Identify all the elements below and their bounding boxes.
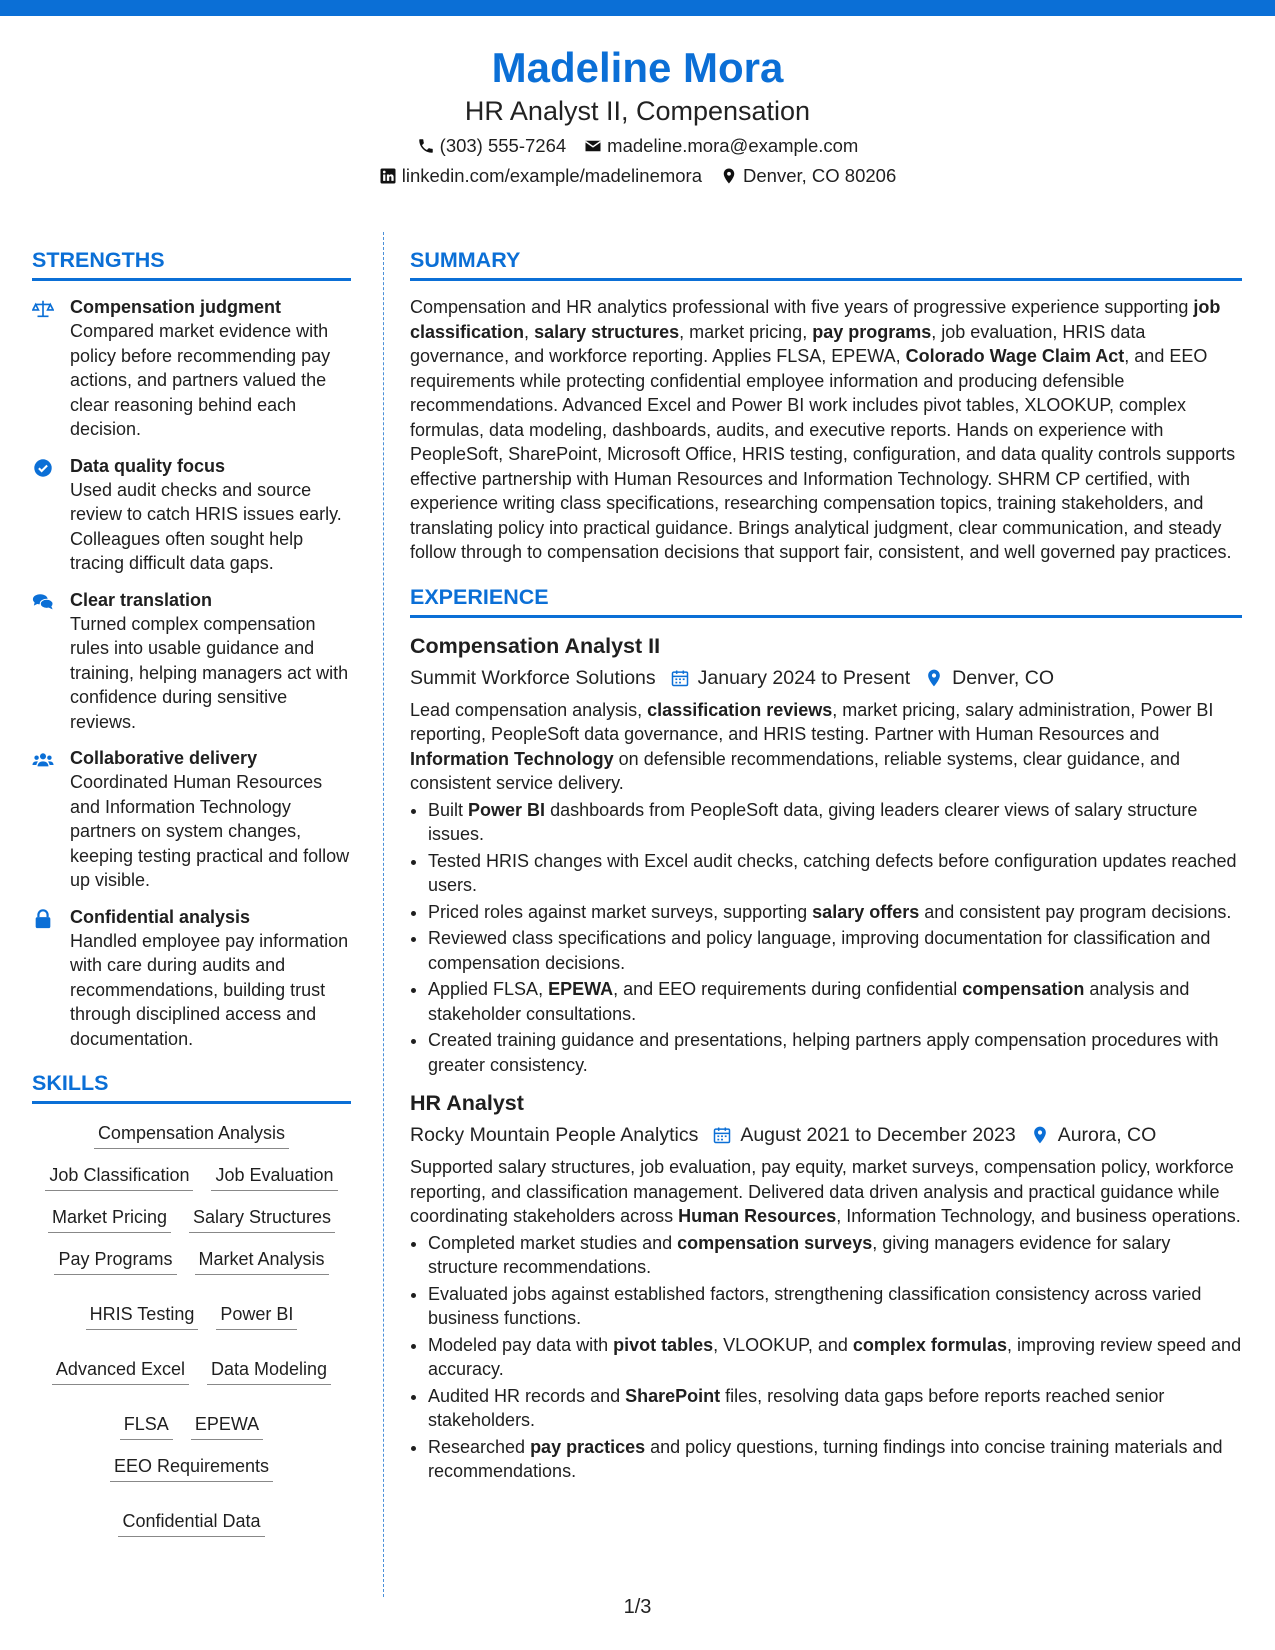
phone-text: (303) 555-7264 <box>439 135 567 156</box>
comments-icon <box>32 591 54 613</box>
bold-keyword: salary offers <box>812 901 920 922</box>
job-description: Supported salary structures, job evaluation, pay equity, market surveys, compensation policy, workforce reporting, and classification management. Delivered data driven analysis and practical guidance while coordinating stakeholders across Human Resources, Information Technology, and business operations. <box>410 1157 1241 1226</box>
skill-tag: Job Classification <box>45 1162 193 1191</box>
linkedin-text: linkedin.com/example/madelinemora <box>401 165 703 186</box>
envelope-icon <box>584 137 602 155</box>
skills-heading: SKILLS <box>32 1069 351 1104</box>
left-column <box>32 246 351 1537</box>
bold-keyword: Power BI <box>468 799 546 820</box>
skill-tag: Confidential Data <box>118 1508 264 1537</box>
linkedin-icon <box>379 167 397 185</box>
job-bullet: • Created training guidance and presentations, helping partners apply compensation procedures with greater consistency. <box>428 1028 1242 1077</box>
bold-keyword: Human Resources <box>678 1206 837 1226</box>
job-bullet: • Evaluated jobs against established factors, strengthening classification consistency across varied business functions. <box>428 1282 1242 1331</box>
bold-keyword: compensation surveys <box>677 1232 873 1253</box>
linkedin-contact[interactable] <box>379 164 702 188</box>
skill-tag: Job Evaluation <box>211 1162 337 1191</box>
job-bullet: • Reviewed class specifications and policy language, improving documentation for classification and compensation decisions. <box>428 926 1242 975</box>
map-pin-icon <box>924 668 944 688</box>
job-bullet: • Audited HR records and SharePoint files, resolving data gaps before reports reached senior stakeholders. <box>428 1384 1242 1433</box>
job-bullets <box>410 1231 1242 1484</box>
location-text: Denver, CO 80206 <box>743 165 897 186</box>
bold-keyword: pay programs <box>812 321 932 342</box>
bold-keyword: complex formulas <box>852 1334 1007 1355</box>
users-icon <box>32 749 54 771</box>
job-location-text: Aurora, CO <box>1057 1124 1157 1146</box>
bold-keyword: SharePoint <box>625 1385 721 1406</box>
bold-keyword: compensation <box>962 979 1085 999</box>
job-title: HR Analyst <box>410 1091 524 1115</box>
map-pin-icon <box>720 167 738 185</box>
strength-desc: Coordinated Human Resources and Information Technology partners on system changes, keeping testing practical and follow up visible. <box>70 772 350 890</box>
skill-tag: HRIS Testing <box>86 1301 199 1330</box>
skill-tag: Power BI <box>216 1301 297 1330</box>
job-company: Rocky Mountain People Analytics <box>410 1124 699 1146</box>
skills-list <box>32 1118 351 1537</box>
bold-keyword: job classification <box>410 297 1221 342</box>
email-contact[interactable] <box>584 134 858 158</box>
bold-keyword: salary structures <box>534 321 680 342</box>
job-bullet: • Priced roles against market surveys, supporting salary offers and consistent pay program decisions. <box>428 900 1242 925</box>
strength-title: Collaborative delivery <box>70 748 258 768</box>
calendar-icon <box>670 668 690 688</box>
candidate-title: HR Analyst II, Compensation <box>464 96 811 126</box>
contact-line-2 <box>0 164 1275 188</box>
bold-keyword: pivot tables <box>613 1334 714 1355</box>
job-bullet: • Tested HRIS changes with Excel audit checks, catching defects before configuration updates reached users. <box>428 849 1242 898</box>
strength-desc: Turned complex compensation rules into usable guidance and training, helping managers act with confidence during sensitive reviews. <box>70 613 349 732</box>
summary-text: Compensation and HR analytics professional with five years of progressive experience supporting job classification, salary structures, market pricing, pay programs, job evaluation, HRIS data governance, and workforce reporting. Applies FLSA, EPEWA, Colorado Wage Claim Act, and EEO requirements while protecting confidential employee information and producing defensible recommendations. Advanced Excel and Power BI work includes pivot tables, XLOOKUP, complex formulas, data modeling, dashboards, audits, and executive reports. Hands on experience with PeopleSoft, SharePoint, Microsoft Office, HRIS testing, configuration, and data quality controls supports effective partnership with Human Resources and Information Technology. SHRM CP certified, with experience writing class specifications, researching compensation topics, training stakeholders, and translating policy into practical guidance. Brings analytical judgment, clear communication, and steady follow through to compensation decisions that support fair, consistent, and well governed pay practices. <box>410 297 1236 562</box>
skill-tag: Market Pricing <box>48 1204 171 1233</box>
job-meta <box>410 1121 1242 1149</box>
strength-item <box>32 454 351 576</box>
skill-tag: Salary Structures <box>189 1204 335 1233</box>
strength-item <box>32 295 351 442</box>
job-bullet: • Applied FLSA, EPEWA, and EEO requirements during confidential compensation analysis and stakeholder consultations. <box>428 977 1242 1026</box>
strength-item <box>32 746 351 893</box>
strength-desc: Handled employee pay information with care during audits and recommendations, building trust through disciplined access and documentation. <box>70 930 349 1049</box>
job-entry <box>410 1089 1242 1484</box>
strength-title: Data quality focus <box>70 455 226 476</box>
bold-keyword: pay practices <box>530 1436 646 1457</box>
check-circle-icon <box>32 457 54 479</box>
job-bullet: • Modeled pay data with pivot tables, VLOOKUP, and complex formulas, improving review speed and accuracy. <box>428 1333 1242 1382</box>
job-bullet: • Researched pay practices and policy questions, turning findings into concise training materials and recommendations. <box>428 1435 1242 1484</box>
job-title: Compensation Analyst II <box>410 633 661 658</box>
skill-row <box>36 1120 347 1149</box>
job-dates <box>712 1121 1015 1149</box>
job-bullet: • Built Power BI dashboards from PeopleSoft data, giving leaders clearer views of salary structure issues. <box>428 798 1242 847</box>
job-description: Lead compensation analysis, classification reviews, market pricing, salary administration, Power BI reporting, PeopleSoft data governance, and HRIS testing. Partner with Human Resources and Information Technology on defensible recommendations, reliable systems, clear guidance, and consistent service delivery. <box>410 699 1214 793</box>
experience-heading: EXPERIENCE <box>410 583 1242 618</box>
job-location <box>924 664 1054 692</box>
calendar-icon <box>712 1125 732 1145</box>
resume-header <box>0 40 1275 188</box>
skill-tag: FLSA <box>120 1411 173 1440</box>
skill-tag: EEO Requirements <box>110 1453 273 1482</box>
scale-icon <box>32 298 54 320</box>
skill-tag: Compensation Analysis <box>94 1120 289 1149</box>
strength-title: Clear translation <box>70 589 213 610</box>
strength-title: Confidential analysis <box>70 906 251 927</box>
job-location <box>1030 1121 1157 1149</box>
phone-icon <box>417 137 435 155</box>
job-bullet: • Completed market studies and compensation surveys, giving managers evidence for salary structure recommendations. <box>428 1231 1242 1280</box>
job-dates-text: August 2021 to December 2023 <box>740 1124 1016 1146</box>
top-accent-bar <box>0 0 1275 16</box>
column-divider <box>383 232 384 1597</box>
phone-contact[interactable] <box>417 134 567 158</box>
contact-line-1 <box>0 134 1275 158</box>
bold-keyword: Colorado Wage Claim Act <box>905 346 1125 366</box>
job-entry <box>410 632 1242 1078</box>
candidate-name: Madeline Mora <box>491 44 784 91</box>
strength-item <box>32 905 351 1052</box>
job-bullets <box>410 798 1242 1078</box>
bold-keyword: classification reviews <box>647 699 833 720</box>
summary-heading: SUMMARY <box>410 246 1242 281</box>
skill-tag: Data Modeling <box>207 1356 331 1385</box>
strength-desc: Used audit checks and source review to catch HRIS issues early. Colleagues often sought help tracing difficult data gaps. <box>70 479 342 573</box>
job-company: Summit Workforce Solutions <box>410 666 656 689</box>
bold-keyword: Information Technology <box>410 748 614 769</box>
map-pin-icon <box>1030 1125 1050 1145</box>
strength-title: Compensation judgment <box>70 297 281 317</box>
strengths-heading: STRENGTHS <box>32 246 351 281</box>
lock-icon <box>32 908 54 930</box>
skill-tag: Market Analysis <box>195 1246 329 1275</box>
location-contact <box>720 164 896 188</box>
strength-desc: Compared market evidence with policy before recommending pay actions, and partners valued the clear reasoning behind each decision. <box>70 321 331 439</box>
right-column <box>410 246 1242 1496</box>
skill-tag: EPEWA <box>191 1411 263 1440</box>
email-text: madeline.mora@example.com <box>607 135 859 156</box>
skill-tag: Advanced Excel <box>52 1356 189 1385</box>
job-dates <box>670 664 910 692</box>
bold-keyword: EPEWA <box>548 979 614 999</box>
strength-item <box>32 588 351 735</box>
page-number: 1/3 <box>623 1596 652 1618</box>
job-location-text: Denver, CO <box>952 666 1054 689</box>
job-dates-text: January 2024 to Present <box>697 666 911 689</box>
skill-tag: Pay Programs <box>54 1246 176 1275</box>
job-meta <box>410 664 1242 692</box>
